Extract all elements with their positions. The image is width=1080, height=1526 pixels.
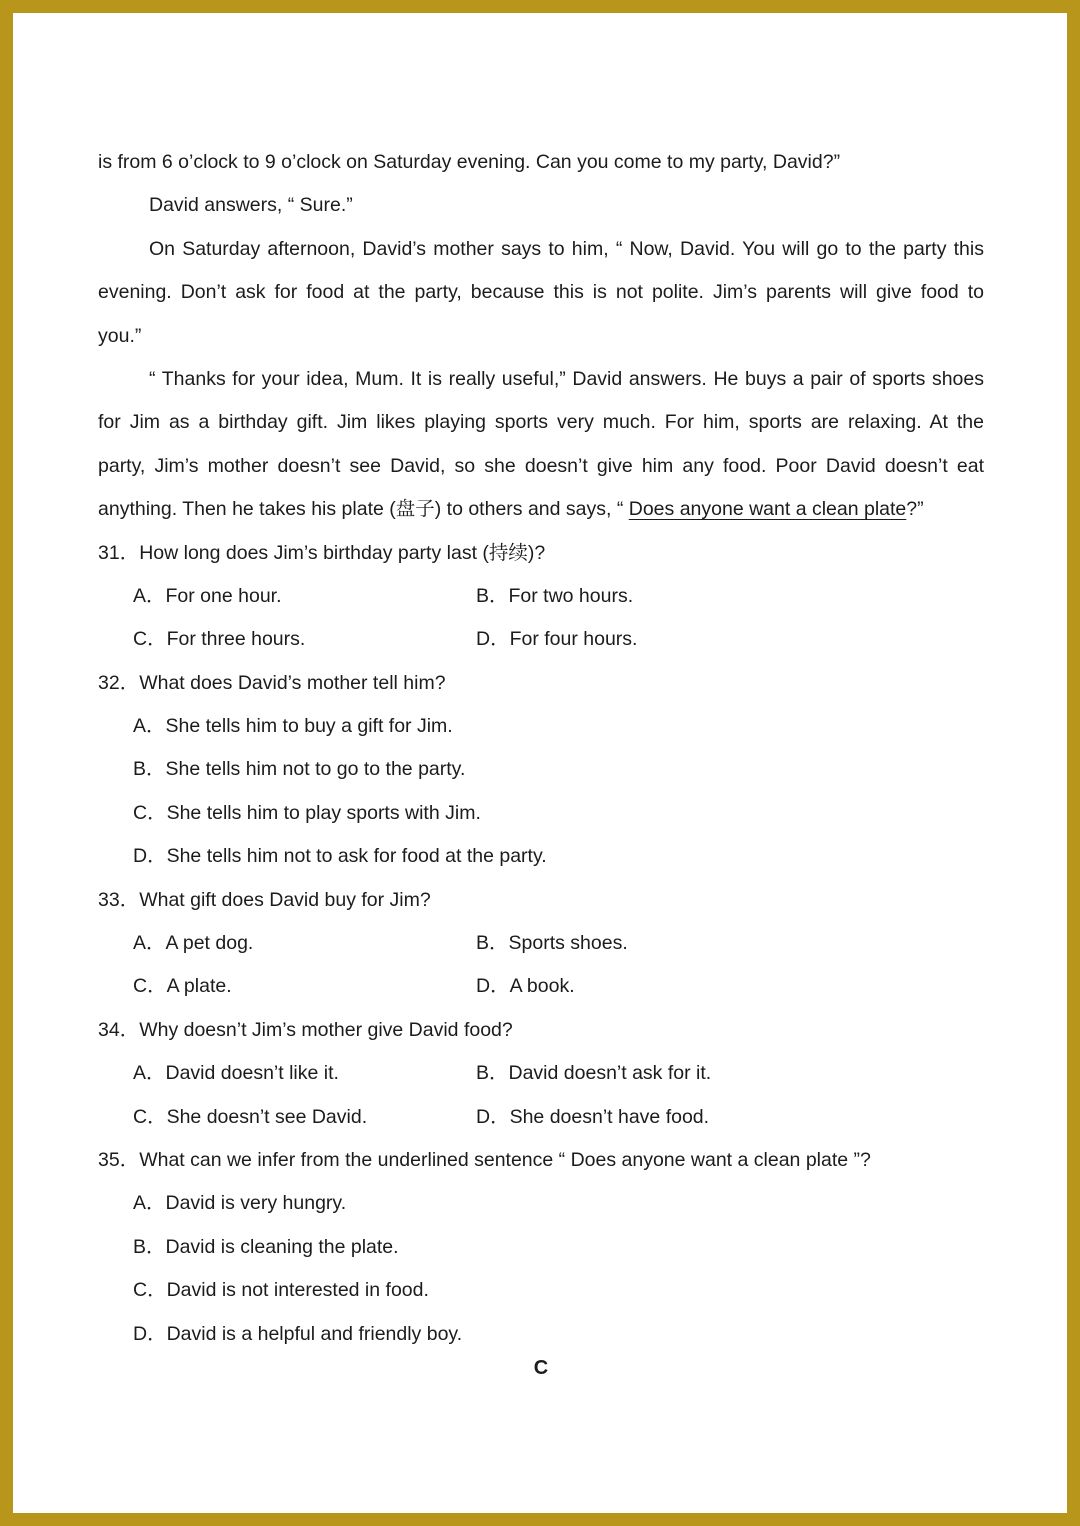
passage-line: is from 6 o’clock to 9 o’clock on Saturday evening. Can you come to my party, David?” bbox=[98, 151, 841, 173]
passage-line: for Jim as a birthday gift. Jim likes playing sports very much. For him, sports are relaxing. At the bbox=[98, 411, 984, 434]
option-c: C．David is not interested in food. bbox=[133, 1279, 429, 1302]
option-row bbox=[98, 1096, 984, 1139]
question-stem: 31．How long does Jim’s birthday party last (持续)? bbox=[98, 541, 546, 564]
option-row bbox=[98, 965, 984, 1008]
option-c: C．For three hours. bbox=[133, 628, 306, 651]
option-b: B．She tells him not to go to the party. bbox=[133, 758, 466, 781]
passage-line: party, Jim’s mother doesn’t see David, so she doesn’t give him any food. Poor David doesn’t eat bbox=[98, 454, 984, 477]
option-row bbox=[98, 1182, 984, 1225]
question-stem: 34．Why doesn’t Jim’s mother give David food? bbox=[98, 1018, 513, 1041]
question-stem: 33．What gift does David buy for Jim? bbox=[98, 888, 431, 911]
passage-line-with-underlined-sentence bbox=[98, 488, 984, 531]
option-c: C．She tells him to play sports with Jim. bbox=[133, 801, 481, 824]
option-row bbox=[98, 1226, 984, 1269]
option-row bbox=[98, 1052, 984, 1095]
option-row bbox=[98, 1313, 984, 1356]
option-b: B．David is cleaning the plate. bbox=[133, 1235, 399, 1258]
passage-text: ?” bbox=[906, 498, 924, 521]
option-d: D．David is a helpful and friendly boy. bbox=[133, 1322, 463, 1345]
section-heading-c: C bbox=[533, 1357, 549, 1379]
option-b: B．For two hours. bbox=[476, 584, 634, 607]
option-row bbox=[98, 705, 984, 748]
option-c: C．She doesn’t see David. bbox=[133, 1105, 368, 1128]
question-stem: 35．What can we infer from the underlined sentence “ Does anyone want a clean plate ”? bbox=[98, 1148, 871, 1171]
option-d: D．For four hours. bbox=[476, 628, 638, 651]
reading-passage-section bbox=[98, 141, 984, 1379]
option-c: C．A plate. bbox=[133, 975, 232, 998]
option-b: B．Sports shoes. bbox=[476, 932, 628, 955]
option-row bbox=[98, 748, 984, 791]
passage-line: David answers, “ Sure.” bbox=[149, 194, 353, 217]
passage-line: evening. Don’t ask for food at the party, because this is not polite. Jim’s parents will give food to bbox=[98, 281, 984, 304]
option-a: A．A pet dog. bbox=[133, 932, 254, 955]
option-a: A．For one hour. bbox=[133, 584, 282, 607]
option-row bbox=[98, 835, 984, 878]
option-row bbox=[98, 618, 984, 661]
question-stem: 32．What does David’s mother tell him? bbox=[98, 671, 446, 694]
passage-line: you.” bbox=[98, 324, 142, 347]
option-d: D．A book. bbox=[476, 975, 575, 998]
passage-line: “ Thanks for your idea, Mum. It is really useful,” David answers. He buys a pair of sports shoes bbox=[149, 367, 984, 390]
option-b: B．David doesn’t ask for it. bbox=[476, 1062, 712, 1085]
option-row bbox=[98, 575, 984, 618]
passage-text: anything. Then he takes his plate (盘子) to others and says, “ bbox=[98, 498, 629, 521]
passage-line: On Saturday afternoon, David’s mother says to him, “ Now, David. You will go to the party this bbox=[149, 237, 984, 260]
option-row bbox=[98, 1269, 984, 1312]
option-d: D．She doesn’t have food. bbox=[476, 1105, 710, 1128]
option-a: A．She tells him to buy a gift for Jim. bbox=[133, 715, 453, 738]
exam-page bbox=[13, 13, 1067, 1513]
option-a: A．David doesn’t like it. bbox=[133, 1062, 339, 1085]
option-row bbox=[98, 792, 984, 835]
option-d: D．She tells him not to ask for food at the party. bbox=[133, 845, 547, 868]
underlined-sentence: Does anyone want a clean plate bbox=[628, 498, 907, 521]
option-row bbox=[98, 922, 984, 965]
option-a: A．David is very hungry. bbox=[133, 1192, 347, 1215]
